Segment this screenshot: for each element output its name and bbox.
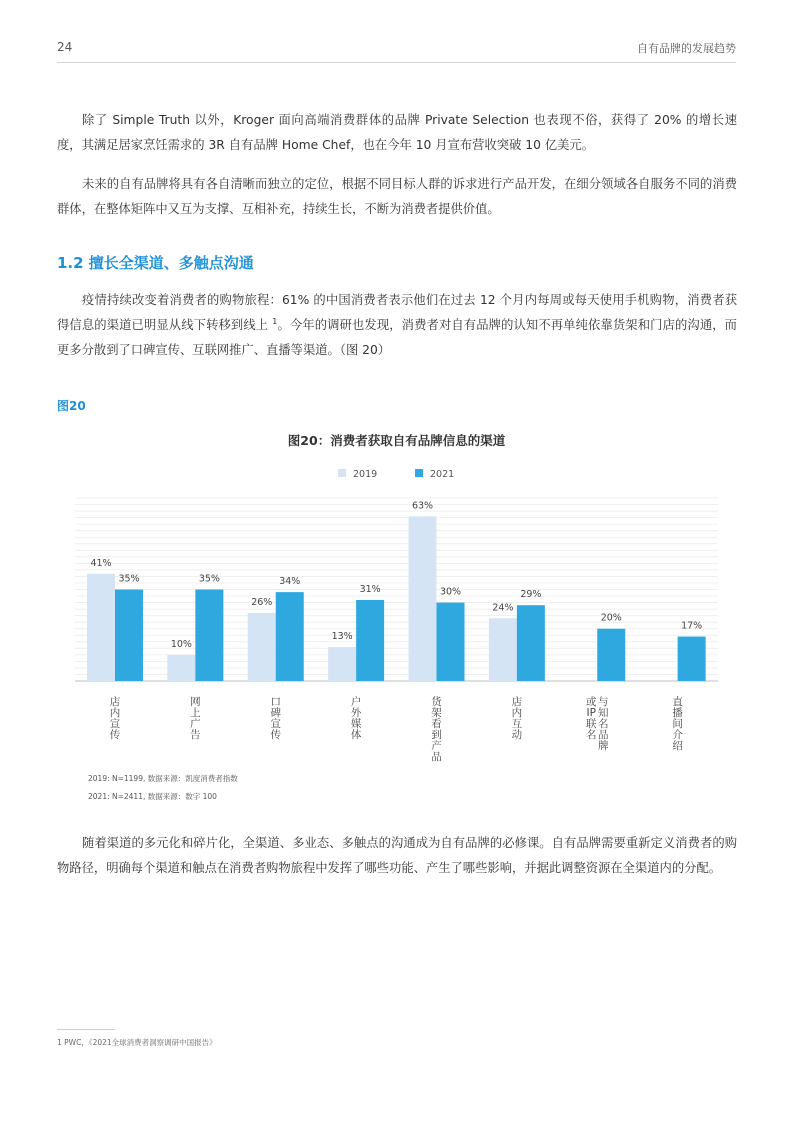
data-label-2021-口碑宣传: 34% <box>279 576 301 588</box>
bar-2021-与知名品牌或IP联名 <box>597 629 625 681</box>
data-label-2021-与知名品牌或IP联名: 20% <box>600 612 622 624</box>
header-divider <box>57 62 736 63</box>
section-heading: 1.2 擅长全渠道、多触点沟通 <box>57 254 254 272</box>
category-label: 或 IP 联名 <box>586 696 597 741</box>
category-label: 口碑宣传 <box>270 696 281 741</box>
bar-2021-货架看到产品 <box>437 603 465 681</box>
chart-note-2019: 2019: N=1199, 数据来源：凯度消费者指数 <box>88 774 238 783</box>
footnote-divider <box>57 1029 115 1030</box>
category-label: 网上广告 <box>190 696 201 741</box>
bar-2019-网上广告 <box>167 655 195 681</box>
legend-swatch-2019 <box>338 469 346 477</box>
category-label: 店内宣传 <box>109 696 121 741</box>
paragraph-3-text-cont: 。今年的调研也发现，消费者对自有品牌的认知不再单纯依靠货架和门店的沟通，而更多分散到了口碑宣传、互联网推广、直播等渠道。（图 20） <box>57 318 737 357</box>
bar-2019-口碑宣传 <box>248 613 276 681</box>
category-label: 户外媒体 <box>350 696 362 741</box>
bar-2019-户外媒体 <box>328 647 356 681</box>
data-label-2019-户外媒体: 13% <box>331 631 353 643</box>
category-label: 店内互动 <box>511 696 523 741</box>
category-label: 直播间介绍 <box>672 696 683 752</box>
data-label-2021-直播间介绍: 17% <box>681 620 703 632</box>
paragraph-3 <box>57 288 737 363</box>
page-number: 24 <box>57 40 73 54</box>
paragraph-3-text: 疫情持续改变着消费者的购物旅程：61% 的中国消费者表示他们在过去 12 个月内每周或每天使用手机购物，消费者获得信息的渠道已明显从线下转移到线上 <box>57 293 737 332</box>
chart-note-2021: 2021: N=2411, 数据来源：数字 100 <box>88 792 217 801</box>
data-label-2019-店内互动: 24% <box>492 602 514 614</box>
data-label-2021-网上广告: 35% <box>198 573 220 585</box>
bar-2019-店内宣传 <box>87 574 115 681</box>
footnote: 1 PWC，《2021全球消费者洞察调研中国报告》 <box>57 1038 217 1047</box>
bar-2021-网上广告 <box>195 590 223 682</box>
running-header-title: 自有品牌的发展趋势 <box>637 42 736 55</box>
category-label: 货架看到产品 <box>431 696 442 763</box>
chart-title: 图20：消费者获取自有品牌信息的渠道 <box>287 433 506 448</box>
bar-2021-店内互动 <box>517 605 545 681</box>
data-label-2019-货架看到产品: 63% <box>411 500 434 512</box>
bar-2021-口碑宣传 <box>276 592 304 681</box>
data-label-2019-口碑宣传: 26% <box>251 597 273 609</box>
legend-label-2021: 2021 <box>430 469 455 480</box>
paragraph-2: 未来的自有品牌将具有各自清晰而独立的定位，根据不同目标人群的诉求进行产品开发，在细分领域各自服务不同的消费群体，在整体矩阵中又互为支撑、互相补充，持续生长，不断为消费者提供价值。 <box>57 177 737 216</box>
bar-chart <box>0 455 793 770</box>
bar-2021-直播间介绍 <box>678 637 706 681</box>
closing-paragraph: 随着渠道的多元化和碎片化，全渠道、多业态、多触点的沟通成为自有品牌的必修课。自有品牌需要重新定义消费者的购物路径，明确每个渠道和触点在消费者购物旅程中发挥了哪些功能、产生了哪些影响，并据此调整资源在全渠道内的分配。 <box>57 836 737 875</box>
bar-2019-店内互动 <box>489 618 517 681</box>
data-label-2021-店内互动: 29% <box>520 589 542 601</box>
category-label: 与知名品牌 <box>598 696 609 752</box>
paragraph-1: 除了 Simple Truth 以外，Kroger 面向高端消费群体的品牌 Private Selection 也表现不俗，获得了 20% 的增长速度，其满足居家烹饪需求的 3R 自有品牌 Home Chef，也在今年 10 月宣布营收突破 10 亿美元。 <box>57 113 737 152</box>
legend-label-2019: 2019 <box>353 469 378 480</box>
legend-swatch-2021 <box>415 469 423 477</box>
data-label-2019-店内宣传: 41% <box>90 557 112 569</box>
footnote-ref[interactable]: 1 <box>272 316 278 326</box>
bar-2021-店内宣传 <box>115 590 143 682</box>
figure-label: 图20 <box>57 399 86 413</box>
data-label-2021-户外媒体: 31% <box>359 583 381 595</box>
data-label-2021-店内宣传: 35% <box>118 573 140 585</box>
data-label-2019-网上广告: 10% <box>170 638 192 650</box>
bar-2021-户外媒体 <box>356 600 384 681</box>
bar-2019-货架看到产品 <box>409 516 437 681</box>
data-label-2021-货架看到产品: 30% <box>439 586 462 598</box>
